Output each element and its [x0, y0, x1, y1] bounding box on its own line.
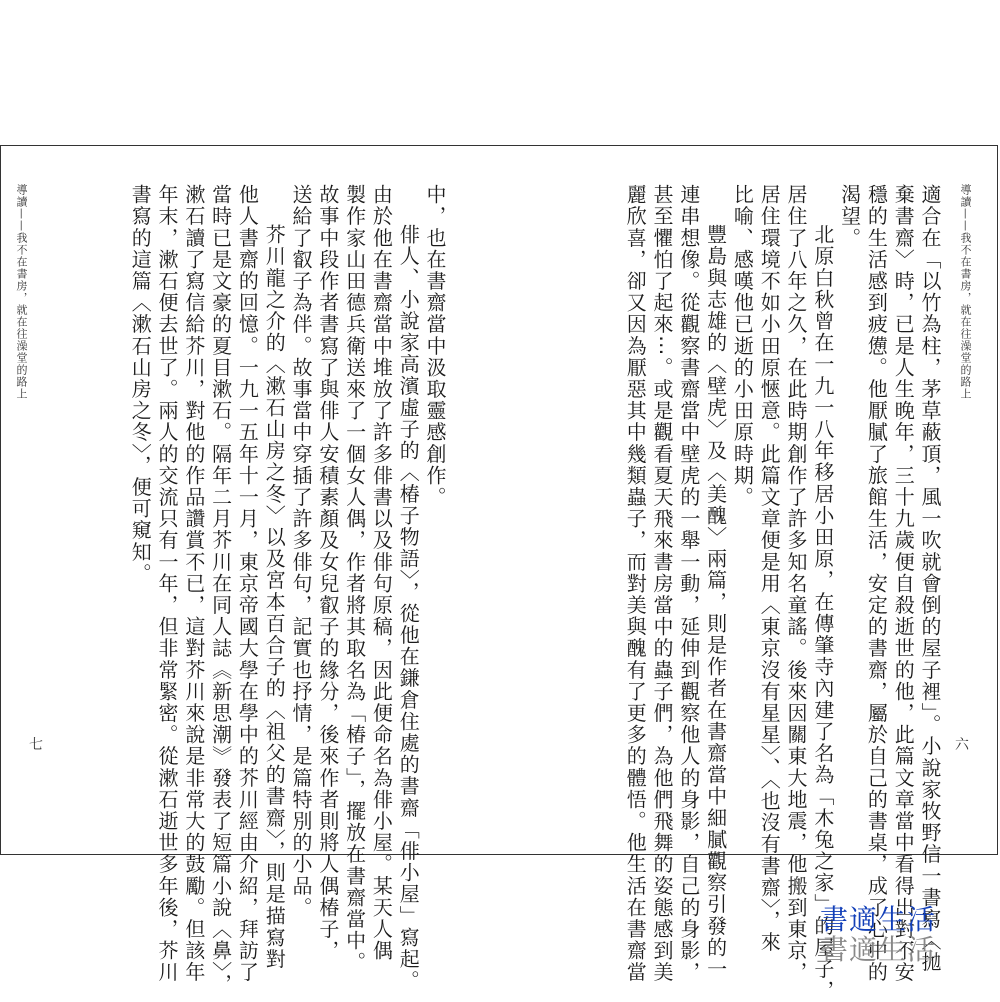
- text-line: 他人書齋的回憶。一九一五年十一月，東京帝國大學在學中的芥川經由介紹，拜訪了: [235, 184, 260, 984]
- left-page: [1, 146, 500, 995]
- text-line: 麗欣喜，卻又因為厭惡其中幾類蟲子，而對美與醜有了更多的體悟。他生活在書齋當: [623, 184, 648, 984]
- text-line: 中，也在書齋當中汲取靈感創作。: [423, 184, 447, 508]
- text-line: 甚至懼怕了起來⋯。或是觀看夏天飛來書房當中的蟲子們，為他們飛舞的姿態感到美: [650, 184, 675, 984]
- left-body-text: [126, 184, 448, 995]
- text-line: 漱石讀了寫信給芥川，對他的作品讚賞不已，這對芥川來說是非常大的鼓勵。但該年: [181, 184, 206, 984]
- watermark-line-blue: 書適生活: [820, 903, 937, 936]
- text-line: 當時已是文豪的夏目漱石。隔年二月芥川在同人誌《新思潮》發表了短篇小說〈鼻〉，: [208, 184, 233, 995]
- text-line: 豐島與志雄的〈壁虎〉及〈美醜〉兩篇，則是作者在書齋當中細膩觀察引發的一: [703, 224, 728, 980]
- text-line: 適合在「以竹為柱，茅草蔽頂，風一吹就會倒的屋子裡」。小說家牧野信一書寫〈拋: [918, 184, 942, 974]
- text-line: 連串想像。從觀察書齋當中壁虎的一舉一動，延伸到觀察他人的身影，自己的身影，: [676, 184, 701, 984]
- left-running-head: 導讀——我不在書房，就在往澡堂的路上: [15, 184, 28, 400]
- text-line: 穩的生活感到疲憊。他厭膩了旅館生活，安定的書齋，屬於自己的書桌，成了心中的: [864, 184, 889, 984]
- text-line: 比喻、感嘆他已逝的小田原時期。: [730, 184, 755, 508]
- text-line: 俳人、小說家高濱虛子的〈椿子物語〉，從他在鎌倉住處的書齋「俳小屋」寫起。: [396, 224, 421, 992]
- text-line: 書寫的這篇〈漱石山房之冬〉，便可窺知。: [128, 184, 153, 585]
- watermark-line-gray: 書適生活: [820, 933, 937, 966]
- text-line: 由於他在書齋當中堆放了許多俳書以及俳句原稿，因此便命名為俳小屋。某天人偶: [369, 184, 394, 962]
- text-line: 棄書齋〉時，已是人生晚年，三十九歲便自殺逝世的他，此篇文章當中看得出對不安: [891, 184, 916, 984]
- left-page-number: 七: [29, 737, 43, 753]
- text-line: 送給了叡子為伴。故事當中穿插了許多俳句，記實也抒情，是篇特別的小品。: [289, 184, 314, 919]
- right-page-number: 六: [955, 737, 969, 753]
- store-watermark: [820, 905, 936, 965]
- text-line: 芥川龍之介的〈漱石山房之冬〉以及宮本百合子的〈祖父的書齋〉，則是描寫對: [262, 224, 287, 970]
- text-line: 渴望。: [837, 184, 862, 249]
- text-line: 居住環境不如小田原愜意。此篇文章便是用〈東京沒有星星〉、〈也沒有書齋〉，來: [757, 184, 782, 954]
- text-line: 製作家山田德兵衛送來了一個女人偶，作者將其取名為「椿子」，擺放在書齋當中。: [342, 184, 367, 974]
- right-running-head: 導讀——我不在書房，就在往澡堂的路上: [959, 184, 972, 400]
- text-line: 年末，漱石便去世了。兩人的交流只有一年，但非常緊密。從漱石逝世多年後，芥川: [155, 184, 180, 984]
- text-line: 居住了八年之久，在此時期創作了許多知名童謠。後來因關東大地震，他搬到東京，: [784, 184, 809, 984]
- text-line: 北原白秋曾在一九一八年移居小田原，在傳肇寺內建了名為「木兔之家」的屋子，: [810, 224, 835, 1002]
- text-line: 故事中段作者書寫了與俳人安積素顏及女兒叡子的緣分，後來作者則將人偶椿子，: [315, 184, 340, 962]
